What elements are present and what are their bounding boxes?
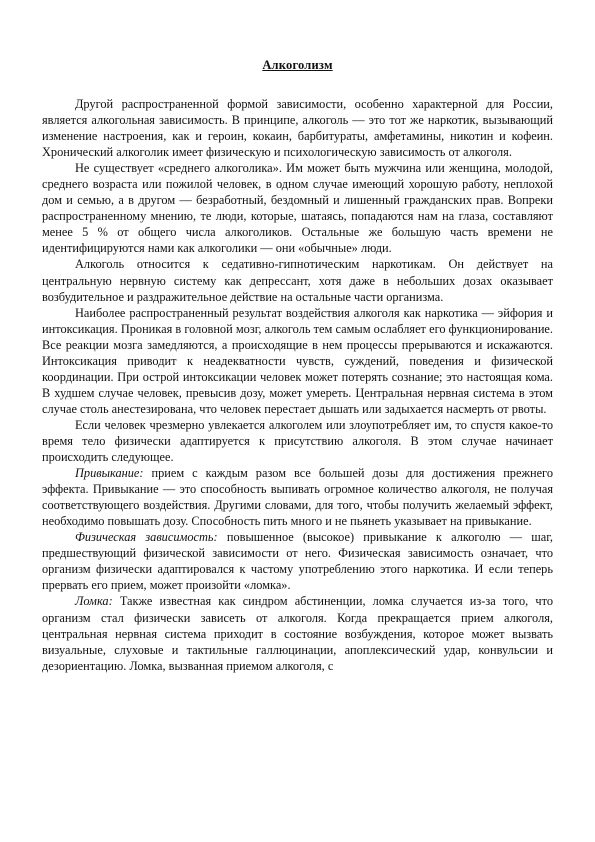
term-physical-dependence: Физическая зависимость: — [75, 530, 218, 545]
paragraph-withdrawal — [42, 593, 553, 673]
paragraph-average-alcoholic — [42, 160, 553, 256]
term-withdrawal: Ломка: — [75, 594, 113, 609]
paragraph-text: Также известная как синдром абстиненции, ломка случается из-за того, что организм стал физически зависеть от алкоголя. Когда прекращается прием алкоголя, центральная нервная система приходит в состояние возбуждения, которое может вызвать визуальные, слуховые и тактильные галлюцинации, апоплексический удар, конвульсии и дезориентацию. Ломка, вызванная приемом алкоголя, с — [42, 594, 553, 673]
page-title: Алкоголизм — [262, 58, 333, 72]
paragraph-tolerance — [42, 465, 553, 529]
paragraph-intoxication — [42, 305, 553, 417]
paragraph-text: Не существует «среднего алкоголика». Им может быть мужчина или женщина, молодой, среднего возраста или пожилой человек, в одном случае имеющий хорошую работу, неплохой дом и семью, а в другом — безработный, бездомный и лишенный гражданских прав. Вопреки распространенному мнению, те люди, которые, шатаясь, попадаются нам на глаза, составляют менее 5 % от общего числа алкоголиков. Остальные же большую часть времени не идентифицируются нами как алкоголики — они «обычные» люди. — [42, 161, 553, 256]
paragraph-text: Алкоголь относится к седативно-гипнотическим наркотикам. Он действует на центральную нервную систему как депрессант, хотя даже в небольших дозах оказывает возбудительное и раздражительное действие на остальные части организма. — [42, 257, 553, 304]
paragraph-sedative — [42, 256, 553, 304]
paragraph-physical-dependence — [42, 529, 553, 593]
paragraph-text: прием с каждым разом все большей дозы для достижения прежнего эффекта. Привыкание — это способность выпивать огромное количество алкоголя, не получая соответствующего воздействия. Другими словами, для того, чтобы получить желаемый эффект, необходимо повышать дозу. Способность пить много и не пьянеть указывает на привыкание. — [42, 466, 553, 529]
paragraph-text: Наиболее распространенный результат воздействия алкоголя как наркотика — эйфория и интоксикация. Проникая в головной мозг, алкоголь тем самым ослабляет его функционирование. Все реакции мозга замедляются, а происходящие в нем процессы прерываются и искажаются. Интоксикация приводит к неадекватности чувств, суждений, поведения и физической координации. При острой интоксикации человек может потерять сознание; это настоящая кома. В худшем случае человек, превысив дозу, может умереть. Центральная нервная система в этом случае столь анестезирована, что человек перестает дышать или задыхается насмерть от рвоты. — [42, 305, 553, 416]
paragraph-adaptation — [42, 417, 553, 465]
document-body — [42, 96, 553, 674]
paragraph-dependence-intro — [42, 96, 553, 160]
paragraph-text: Если человек чрезмерно увлекается алкоголем или злоупотребляет им, то спустя какое-то время тело физически адаптируется к присутствию алкоголя. В этом случае начинает происходить следующее. — [42, 417, 553, 465]
term-tolerance: Привыкание: — [75, 466, 144, 481]
paragraph-text: повышенное (высокое) привыкание к алкоголю — шаг, предшествующий физической зависимости от него. Физическая зависимость означает, что организм физически адаптировался к частому употреблению этого наркотика. И если теперь прервать его прием, может произойти «ломка». — [42, 530, 553, 593]
paragraph-text: Другой распространенной формой зависимости, особенно характерной для России, является алкогольная зависимость. В принципе, алкоголь — это тот же наркотик, вызывающий изменение настроения, как и героин, кокаин, барбитураты, амфетамины, никотин и кофеин. Хронический алкоголик имеет физическую и психологическую зависимость от алкоголя. — [42, 97, 553, 160]
